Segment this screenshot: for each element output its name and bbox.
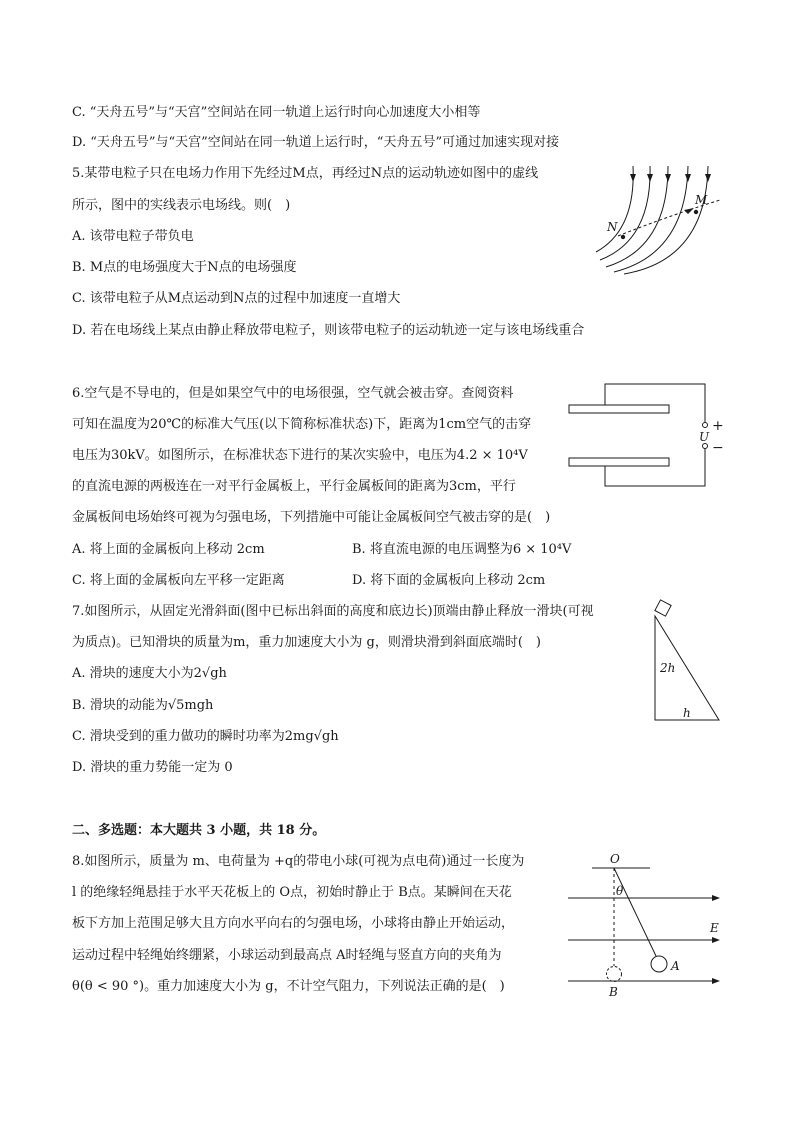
q6-stem-line1: 6.空气是不导电的，但是如果空气中的电场很强，空气就会被击穿。查阅资料 bbox=[72, 386, 514, 401]
label-a: A bbox=[671, 959, 680, 973]
q7-stem-line2: 为质点)。已知滑块的质量为m，重力加速度大小为 g，则滑块滑到斜面底端时( ) bbox=[72, 635, 541, 650]
label-b: B bbox=[609, 985, 618, 999]
q5-option-a: A. 该带电粒子带负电 bbox=[72, 229, 194, 244]
arrow-right-icon bbox=[712, 978, 720, 984]
q5-stem-line1: 5.某带电粒子只在电场力作用下先经过M点，再经过N点的运动轨迹如图中的虚线 bbox=[72, 166, 539, 181]
label-e: E bbox=[710, 921, 719, 935]
label-o: O bbox=[610, 852, 620, 866]
slider-block bbox=[655, 600, 671, 616]
q6-stem-line4: 的直流电源的两极连在一对平行金属板上，平行金属板间的距离为3cm，平行 bbox=[72, 479, 516, 494]
q6-capacitor-figure bbox=[565, 380, 735, 495]
ball-a bbox=[651, 956, 667, 972]
q7-stem-line1: 7.如图所示，从固定光滑斜面(图中已标出斜面的高度和底边长)顶端由静止释放一滑块(可视 bbox=[72, 604, 594, 619]
wire-bottom bbox=[605, 448, 705, 486]
arrow-icon bbox=[685, 174, 691, 182]
arrow-icon bbox=[665, 174, 671, 182]
field-line bbox=[596, 166, 633, 252]
q5-stem-line2: 所示，图中的实线表示电场线。则( ) bbox=[72, 198, 291, 213]
arrow-icon bbox=[647, 174, 653, 182]
label-height: 2h bbox=[660, 661, 676, 675]
q8-stem-line2: l 的绝缘轻绳悬挂于水平天花板上的 O点，初始时静止于 B点。某瞬间在天花 bbox=[72, 885, 512, 900]
q7-option-c: C. 滑块受到的重力做功的瞬时功率为2mg√gh bbox=[72, 729, 339, 744]
terminal-minus bbox=[703, 444, 708, 449]
q6-option-d: D. 将下面的金属板向上移动 2cm bbox=[352, 573, 546, 588]
arrow-icon bbox=[630, 174, 636, 182]
prev-option-c: C. “天舟五号”与“天宫”空间站在同一轨道上运行时向心加速度大小相等 bbox=[72, 105, 481, 120]
q8-stem-line3: 板下方加上范围足够大且方向水平向右的匀强电场，小球将由静止开始运动， bbox=[72, 916, 515, 931]
q8-stem-line4: 运动过程中轻绳始终绷紧，小球运动到最高点 A时轻绳与竖直方向的夹角为 bbox=[72, 948, 502, 963]
q5-option-b: B. M点的电场强度大于N点的电场强度 bbox=[72, 260, 297, 275]
q6-stem-line5: 金属板间电场始终可视为匀强电场，下列措施中可能让金属板间空气被击穿的是( ) bbox=[72, 510, 551, 525]
q6-option-a: A. 将上面的金属板向上移动 2cm bbox=[72, 542, 265, 557]
section2-title: 二、多选题：本大题共 3 小题，共 18 分。 bbox=[72, 823, 326, 838]
q6-stem-line3: 电压为30kV。如图所示，在标准状态下进行的某次实验中，电压为4.2 × 10⁴V bbox=[72, 448, 528, 463]
wire-top bbox=[605, 384, 705, 422]
q8-pendulum-figure bbox=[560, 848, 732, 1000]
arrow-right-icon bbox=[712, 937, 720, 943]
q7-incline-figure bbox=[645, 598, 730, 728]
label-m: M bbox=[695, 193, 708, 207]
prev-option-d: D. “天舟五号”与“天宫”空间站在同一轨道上运行时，“天舟五号”可通过加速实现对接 bbox=[72, 135, 560, 150]
q6-option-c: C. 将上面的金属板向左平移一定距离 bbox=[72, 573, 285, 588]
point-m bbox=[694, 210, 698, 214]
arrow-right-icon bbox=[712, 895, 720, 901]
q5-option-d: D. 若在电场线上某点由静止释放带电粒子，则该带电粒子的运动轨迹一定与该电场线重合 bbox=[72, 323, 585, 338]
label-theta: θ bbox=[616, 884, 624, 898]
q7-option-a: A. 滑块的速度大小为2√gh bbox=[72, 666, 227, 681]
label-n: N bbox=[607, 220, 618, 234]
q5-option-c: C. 该带电粒子从M点运动到N点的过程中加速度一直增大 bbox=[72, 291, 401, 306]
label-base: h bbox=[683, 706, 691, 720]
label-minus: − bbox=[712, 440, 724, 456]
q8-stem-line1: 8.如图所示，质量为 m、电荷量为 +q的带电小球(可视为点电荷)通过一长度为 bbox=[72, 854, 525, 869]
arrow-icon bbox=[705, 174, 711, 182]
label-plus: + bbox=[712, 418, 724, 434]
terminal-plus bbox=[703, 423, 708, 428]
lower-plate bbox=[569, 458, 669, 466]
q7-option-b: B. 滑块的动能为√5mgh bbox=[72, 698, 214, 713]
q6-stem-line2: 可知在温度为20℃的标准大气压(以下简称标准状态)下，距离为1cm空气的击穿 bbox=[72, 417, 532, 432]
field-line bbox=[624, 166, 708, 274]
q5-field-line-figure bbox=[588, 160, 728, 275]
ball-b-dashed bbox=[607, 967, 622, 982]
q8-stem-line5: θ(θ < 90 °)。重力加速度大小为 g，不计空气阻力，下列说法正确的是( ) bbox=[72, 979, 505, 994]
label-u: U bbox=[699, 430, 710, 444]
arrow-icon bbox=[684, 208, 694, 214]
upper-plate bbox=[569, 405, 669, 413]
point-n bbox=[621, 235, 625, 239]
string bbox=[614, 868, 656, 956]
q6-option-b: B. 将直流电源的电压调整为6 × 10⁴V bbox=[352, 542, 572, 557]
q7-option-d: D. 滑块的重力势能一定为 0 bbox=[72, 760, 233, 775]
